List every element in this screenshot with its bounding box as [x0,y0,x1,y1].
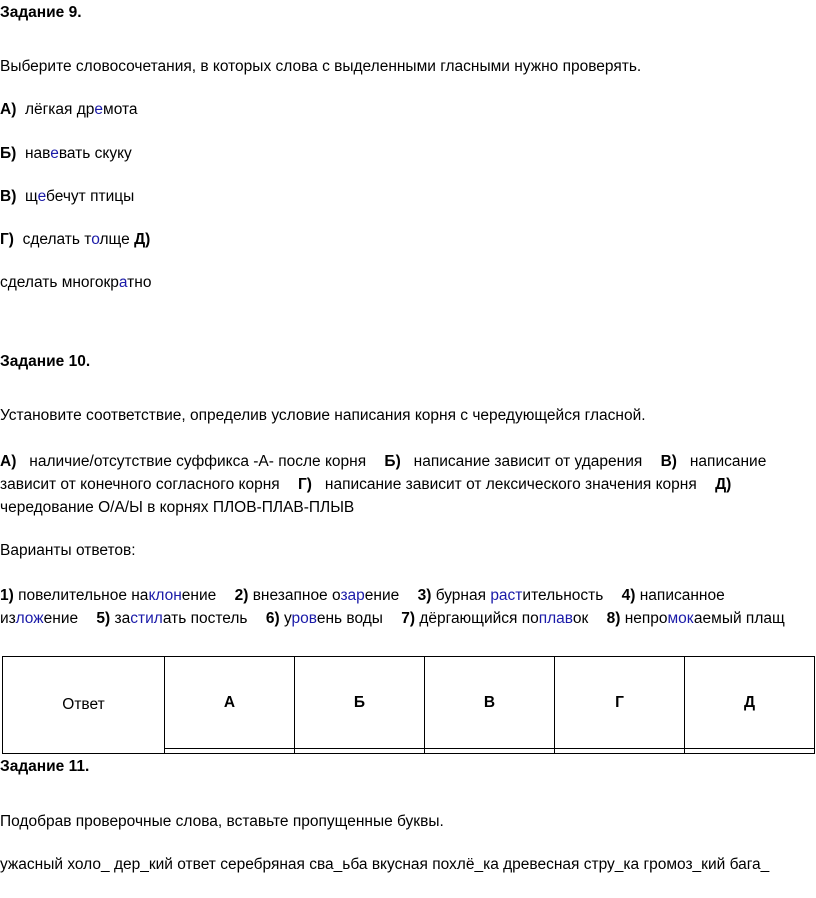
answer-header-a: А [165,657,295,749]
task11-words: ужасный холо_ дер_кий ответ серебряная сва_ьба вкусная похлё_ка древесная стру_ка громоз_кий бага_ [0,856,770,873]
answer-cell-a[interactable] [165,749,295,754]
answer-cell-d[interactable] [555,749,685,754]
answer-header-b: Б [295,657,425,749]
task9-title: Задание 9. [0,4,82,21]
answer-header-d: Г [555,657,685,749]
task10-title: Задание 10. [0,353,91,370]
task10-instruction: Установите соответствие, определив условие написания корня с чередующейся гласной. [0,407,646,424]
task11-title: Задание 11. [0,758,90,775]
task11-instruction: Подобрав проверочные слова, вставьте пропущенные буквы. [0,813,444,830]
task9-item-d: Г) сделать толще Д) [0,231,151,248]
answer-table [2,656,815,754]
answer-header-c: В [425,657,555,749]
task9-item-b: Б) навевать скуку [0,145,132,162]
task10-options: 1) повелительное наклонение 2) внезапное озарение 3) бурная растительность 4) написанное изложение 5) застилать постель 6) уровень воды 7) дёргающийся поплавок 8) непромокаемый плащ [0,587,785,627]
answer-row-label: Ответ [3,657,165,754]
task9-item-e: сделать многократно [0,274,152,291]
answer-cell-b[interactable] [295,749,425,754]
task9-item-a: А) лёгкая дремота [0,101,138,118]
answer-header-e: Д [685,657,815,749]
task9-instruction: Выберите словосочетания, в которых слова с выделенными гласными нужно проверять. [0,58,642,75]
task9-item-c: В) щебечут птицы [0,188,135,205]
task10-conditions: А) наличие/отсутствие суффикса -А- после корня Б) написание зависит от ударения В) написание зависит от конечного согласного корня Г) написание зависит от лексического значения корня Д) чередование О/А/Ы в корнях ПЛОВ-ПЛАВ-ПЛЫВ [0,453,767,516]
answer-cell-c[interactable] [425,749,555,754]
answer-cell-e[interactable] [685,749,815,754]
task10-options-label: Варианты ответов: [0,542,136,559]
